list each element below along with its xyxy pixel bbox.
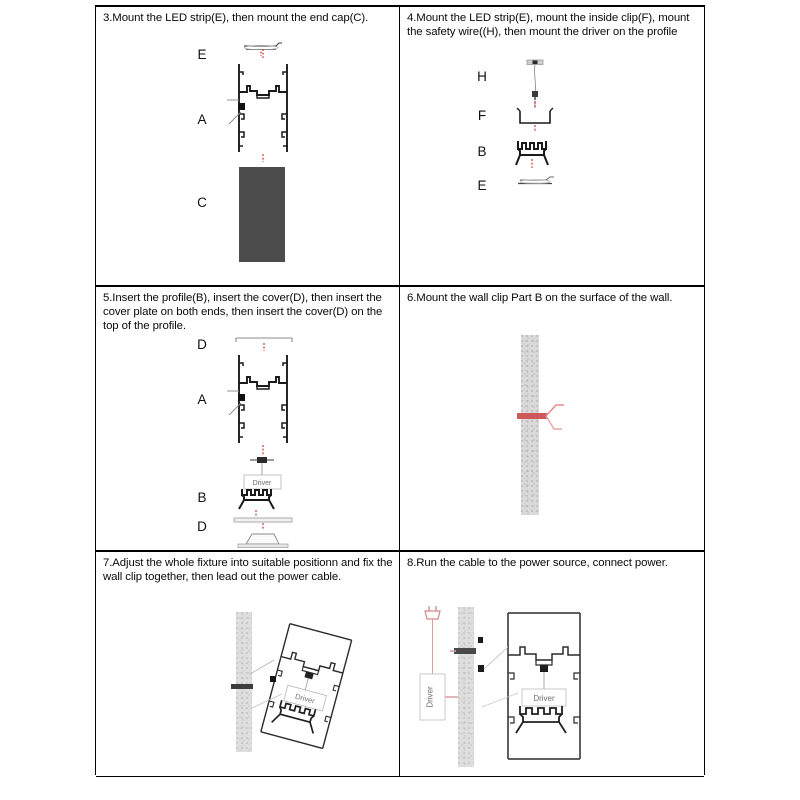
art-led-strip-step3 xyxy=(236,39,286,57)
panel-step-3 xyxy=(96,7,400,285)
label-part-H-step4: H xyxy=(477,69,487,84)
art-wall-clip-mounted-step6 xyxy=(512,387,572,447)
art-safety-wire-step4 xyxy=(518,59,552,111)
label-part-B-step4: B xyxy=(477,144,487,159)
art-driver-profile-step5 xyxy=(230,455,296,517)
art-end-cap-step3 xyxy=(239,167,285,262)
label-part-E-step3: E xyxy=(197,47,207,62)
art-wall-clip-step8 xyxy=(450,640,490,664)
panel-step-8 xyxy=(400,552,703,776)
art-led-strip-step4 xyxy=(512,175,558,191)
art-profile-section-step3 xyxy=(227,62,299,154)
panel-step-3-caption: 3.Mount the LED strip(E), then mount the end cap(C). xyxy=(103,12,369,24)
instruction-row-2 xyxy=(96,287,704,552)
driver-text-step8: Driver xyxy=(533,694,555,703)
panel-step-4-caption: 4.Mount the LED strip(E), mount the inside clip(F), mount the safety wire((H), then mount the driver on the profile xyxy=(407,12,690,39)
panel-step-6-caption: 6.Mount the wall clip Part B on the surface of the wall. xyxy=(407,292,673,304)
panel-step-7 xyxy=(96,552,400,776)
label-part-B-step5: B xyxy=(197,490,207,505)
panel-step-8-caption: 8.Run the cable to the power source, connect power. xyxy=(407,557,668,569)
label-part-A-step3: A xyxy=(197,112,207,127)
instruction-grid xyxy=(95,5,705,775)
art-cover-bracket-step5 xyxy=(230,335,298,353)
art-profile-section-step5 xyxy=(227,353,299,445)
art-inside-clip-step4 xyxy=(514,107,556,131)
driver-text-power-step8: Driver xyxy=(425,686,435,708)
panel-step-4 xyxy=(400,7,703,285)
driver-text-step7: Driver xyxy=(294,691,316,706)
label-part-A-step5: A xyxy=(197,392,207,407)
art-fixture-assembly-step8 xyxy=(488,607,598,767)
panel-step-5-caption: 5.Insert the profile(B), insert the cover(D), then insert the cover plate on both ends, then insert the cover(D) on the top of the profile. xyxy=(103,292,383,333)
art-wall-surface-step8 xyxy=(458,607,474,767)
panel-step-5 xyxy=(96,287,400,550)
panel-step-6 xyxy=(400,287,703,550)
instruction-row-1 xyxy=(96,7,704,287)
art-end-piece-step5 xyxy=(232,530,294,550)
art-cover-plate-step5 xyxy=(230,516,296,530)
instruction-row-3 xyxy=(96,552,704,777)
art-wall-clip-step4 xyxy=(512,137,558,171)
art-power-source-step8 xyxy=(410,602,460,732)
panel-step-7-caption: 7.Adjust the whole fixture into suitable positionn and fix the wall clip together, then lead out the power cable. xyxy=(103,557,393,584)
label-part-C-step3: C xyxy=(197,195,207,210)
label-part-D-bottom-step5: D xyxy=(197,519,207,534)
driver-text-step5: Driver xyxy=(252,480,272,487)
label-part-E-step4: E xyxy=(477,178,487,193)
art-fixture-assembly-step7 xyxy=(226,612,366,757)
label-part-F-step4: F xyxy=(477,108,487,123)
label-part-D-top-step5: D xyxy=(197,337,207,352)
